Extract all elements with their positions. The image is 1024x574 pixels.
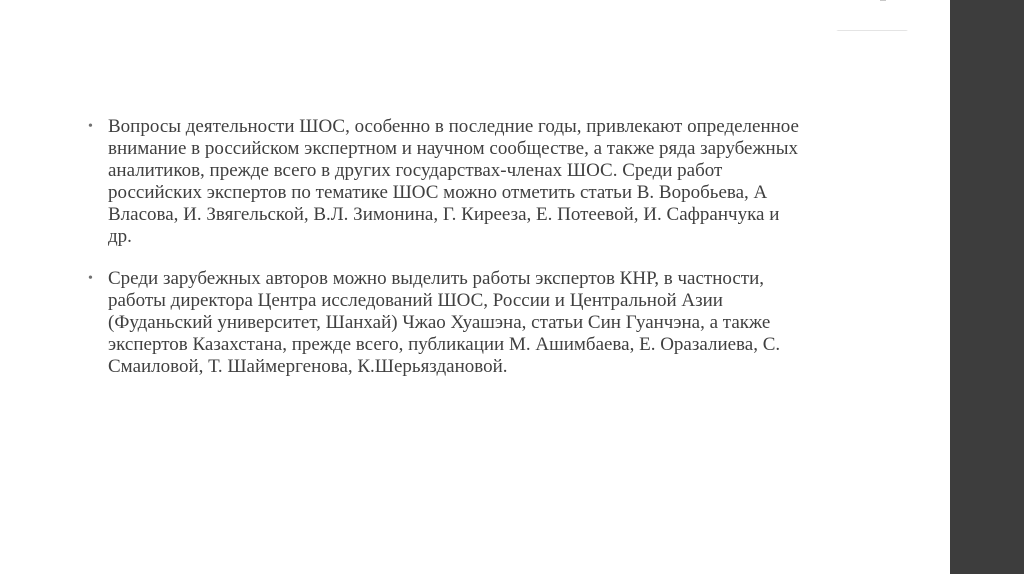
bullet-dot-icon: • xyxy=(88,271,93,286)
bullet-paragraph-1 xyxy=(88,116,808,248)
paragraph-text-1: Вопросы деятельности ШОС, особенно в последние годы, привлекают определенное внимание в российском экспертном и научном сообществе, а также ряда зарубежных аналитиков, прежде всего в других государствах-членах ШОС. Среди работ российских экспертов по тематике ШОС можно отметить статьи В. Воробьева, А Власова, И. Звягельской, В.Л. Зимонина, Г. Кирееза, Е. Потеевой, И. Сафранчука и др. xyxy=(108,116,799,247)
decorative-corner-line xyxy=(880,0,886,1)
slide-content xyxy=(88,116,808,398)
paragraph-text-2: Среди зарубежных авторов можно выделить работы экспертов КНР, в частности, работы директора Центра исследований ШОС, России и Центральной Азии (Фуданьский университет, Шанхай) Чжао Хуашэна, статьи Син Гуанчэна, а также экспертов Казахстана, прежде всего, публикации М. Ашимбаева, Е. Оразалиева, С. Смаиловой, Т. Шаймергенова, К.Шерьяздановой. xyxy=(108,268,781,377)
bullet-paragraph-2 xyxy=(88,268,808,378)
decorative-corner-diagonal xyxy=(836,0,960,31)
right-side-bar xyxy=(950,0,1024,574)
bullet-dot-icon: • xyxy=(88,119,93,134)
